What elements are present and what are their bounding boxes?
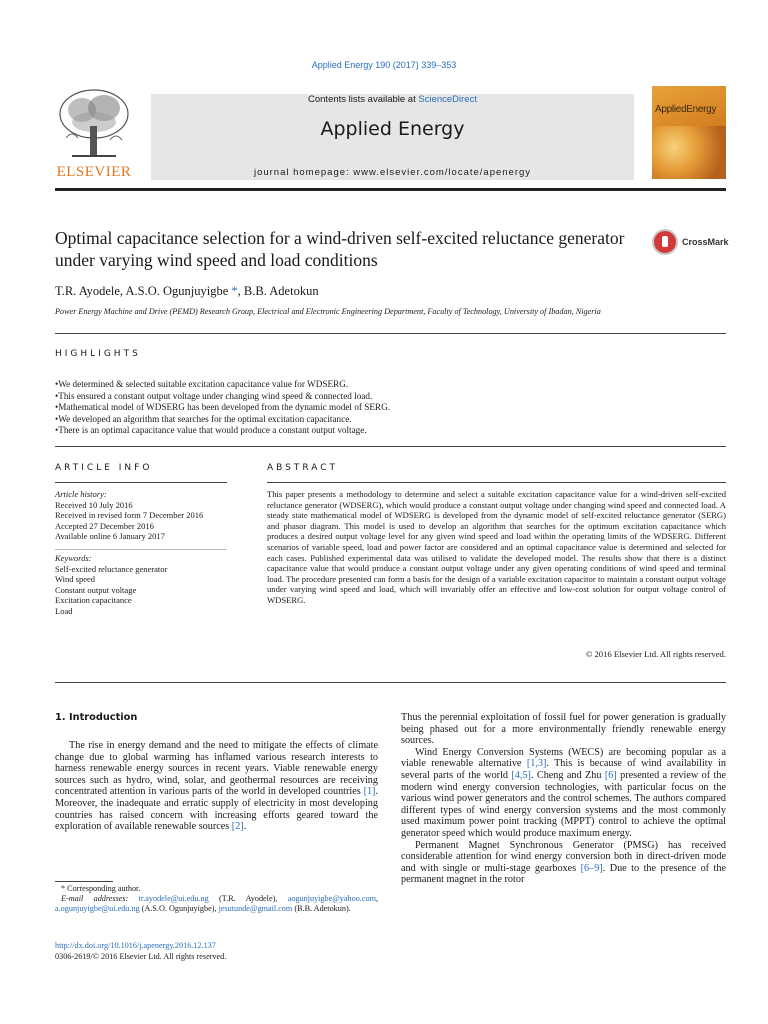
journal-name: Applied Energy [320, 118, 465, 140]
cover-image [652, 126, 726, 179]
issn-line: 0306-2619/© 2016 Elsevier Ltd. All rights reserved. [55, 951, 227, 961]
body-column-2 [401, 712, 726, 886]
text-run: (T.R. Ayodele), [208, 894, 288, 904]
doi-block [55, 941, 378, 962]
highlight-item: • This ensured a constant output voltage under changing wind speed & connected load. [55, 391, 715, 403]
text-run: (B.B. Adetokun). [292, 904, 351, 914]
paragraph [401, 747, 726, 840]
abstract-copyright: © 2016 Elsevier Ltd. All rights reserved. [585, 649, 726, 659]
contents-prefix: Contents lists available at [308, 94, 419, 105]
crossmark-icon [652, 229, 678, 255]
email-link[interactable]: jesutunde@gmail.com [218, 904, 293, 914]
homepage-link[interactable]: www.elsevier.com/locate/apenergy [353, 167, 532, 178]
journal-reference[interactable]: Applied Energy 190 (2017) 339–353 [311, 60, 457, 70]
keyword: Constant output voltage [55, 584, 137, 595]
author-names: T.R. Ayodele, A.S.O. Ogunjuyigbe [55, 284, 229, 298]
crossmark-label: CrossMark [682, 237, 729, 247]
paragraph: Thus the perennial exploitation of fossil fuel for power generation is gradually being phased out for a more environmentally friendly renewable energy sources. [401, 712, 726, 747]
tree-icon [52, 86, 136, 164]
homepage-prefix: journal homepage: [253, 167, 354, 178]
footnote [55, 884, 378, 915]
email-link[interactable]: aogunjuyigbe@yahoo.com [287, 894, 376, 904]
citation-link[interactable]: [4,5] [511, 769, 531, 781]
contents-line [151, 94, 634, 105]
divider [55, 333, 726, 334]
divider [55, 682, 726, 683]
doi-link[interactable]: http://dx.doi.org/10.1016/j.apenergy.2016.12.137 [55, 941, 216, 950]
text-run: . This is because of wind availability in several parts of the world [401, 758, 726, 781]
text-run: . [243, 821, 247, 833]
highlight-item: • Mathematical model of WDSERG has been developed from the dynamic model of SERG. [55, 402, 715, 414]
paper-title: Optimal capacitance selection for a wind-driven self-excited reluctance generator under varying wind speed and load conditions [55, 228, 625, 270]
text-run: . Due to the presence of the permanent magnet in the rotor [401, 862, 726, 886]
abstract-text: This paper presents a methodology to determine and select a suitable excitation capacitance value for a wind-driven self-excited reluctance generator (WDSERG), which would produce a constant output voltage under changing wind speed and connected load. A steady state mathematical model of WDSERG is developed from the dynamic model of self-excited reluctance generator (SERG) and phasor diagram. This model is used to develop an algorithm that searches for the optimum excitation capacitance which produces a desired output voltage level for any given wind speed and load within the operating limits of the WDSERG. Different scenarios of variable speed, load and power factor are considered and an optimal capacitance value is determined and selected for each cases. Published experimental data was utilised to validate the developed model. The results show that there is a distinct capacitance value that would produce a constant output voltage under any given operating conditions of wind speed and terminal load. The procedure presented can form a basis for the design of a variable excitation capacitor to maintain a constant output voltage under varying wind speed and load, which will invariably offer an effective and low-cost solution for output voltage control of WDSERG. [267, 489, 726, 605]
journal-homepage [151, 167, 634, 178]
highlights-heading: HIGHLIGHTS [55, 349, 141, 359]
journal-banner [151, 94, 634, 180]
footnote-divider [55, 881, 113, 882]
section-heading: 1. Introduction [55, 712, 138, 723]
citation-link[interactable]: [6] [604, 769, 617, 781]
highlight-item: • There is an optimal capacitance value that would produce a constant output voltage. [55, 425, 715, 437]
highlight-item: • We determined & selected suitable excitation capacitance value for WDSERG. [55, 379, 715, 391]
author-list [55, 284, 319, 299]
abstract-heading: ABSTRACT [267, 463, 339, 473]
text-run: Permanent Magnet Synchronous Generator (PMSG) has received considerable attention for wind energy conversion both in direct-driven mode and with single or multi-stage gearboxes [401, 839, 726, 874]
article-history-label: Article history: [55, 489, 107, 499]
paragraph [401, 840, 726, 886]
text-run: Wind Energy Conversion Systems (WECS) are becoming popular as a viable renewable alternative [401, 746, 726, 770]
text-run: . Moreover, the inadequate and erratic supply of electricity in most developing countries has raised concern with increasing efforts geared toward the exploration of available renewable sources [55, 786, 378, 833]
citation-link[interactable]: [1,3] [526, 758, 547, 770]
crossmark-badge[interactable] [652, 229, 732, 259]
sciencedirect-link[interactable]: ScienceDirect [418, 94, 477, 105]
keyword: Self-excited reluctance generator [55, 563, 168, 574]
text-run: The rise in energy demand and the need to mitigate the effects of climate change due to global warming has inflamed various research interests to harness renewable energy sources in recent years. Viable renewable energy sources such as hydro, wind, solar, and geothermal resources are receiving concentrated attention in various parts of the world in developed countries [55, 740, 378, 798]
article-info-heading: ARTICLE INFO [55, 463, 153, 473]
affiliation: Power Energy Machine and Drive (PEMD) Research Group, Electrical and Electronic Engineering Department, Faculty of Technology, University of Ibadan, Nigeria [55, 307, 601, 316]
history-item: Accepted 27 December 2016 [55, 520, 154, 531]
citation-link[interactable]: [1] [363, 786, 376, 798]
article-info [55, 489, 235, 617]
text-run: presented a review of the modern wind energy conversion technologies, with particular focus on the various wind power generators and the control schemes. The authors compared different types of wind energy conversion systems and the most commonly used maximum power point tracking (MPPT) control to achieve the optimal generator speed which would produce maximum energy. [401, 769, 726, 839]
email-label: E-mail addresses: [61, 894, 139, 904]
cover-title: AppliedEnergy [655, 104, 717, 115]
abstract-divider [267, 482, 726, 483]
history-item: Available online 6 January 2017 [55, 531, 165, 542]
publisher-wordmark: ELSEVIER [56, 164, 132, 180]
info-divider [55, 549, 227, 550]
text-run: . Cheng and Zhu [530, 769, 605, 781]
journal-cover [652, 86, 726, 179]
highlight-item: • We developed an algorithm that searches for the optimal excitation capacitance. [55, 414, 715, 426]
elsevier-logo [52, 86, 136, 181]
email-link[interactable]: tr.ayodele@ui.edu.ng [138, 894, 209, 904]
email-addresses [55, 894, 378, 914]
intro-paragraph [55, 740, 378, 833]
corresponding-author-note: * Corresponding author. [61, 884, 141, 893]
history-item: Received 10 July 2016 [55, 499, 133, 510]
keyword: Excitation capacitance [55, 595, 132, 606]
history-item: Received in revised form 7 December 2016 [55, 510, 204, 521]
keyword: Load [55, 605, 73, 616]
divider [55, 446, 726, 447]
email-link[interactable]: a.ogunjuyigbe@ui.edu.ng [55, 904, 140, 914]
text-run: (A.S.O. Ogunjuyigbe), [139, 904, 219, 914]
corresponding-author-marker[interactable]: * [228, 284, 238, 298]
article-info-divider [55, 482, 227, 483]
highlights-list [55, 379, 715, 437]
keywords-label: Keywords: [55, 552, 92, 563]
keyword: Wind speed [55, 574, 96, 585]
citation-link[interactable]: [2] [231, 821, 244, 833]
text-run: , [375, 894, 378, 904]
author-names-rest: , B.B. Adetokun [237, 284, 319, 298]
header-divider [55, 188, 726, 191]
citation-link[interactable]: [6–9] [580, 862, 603, 874]
